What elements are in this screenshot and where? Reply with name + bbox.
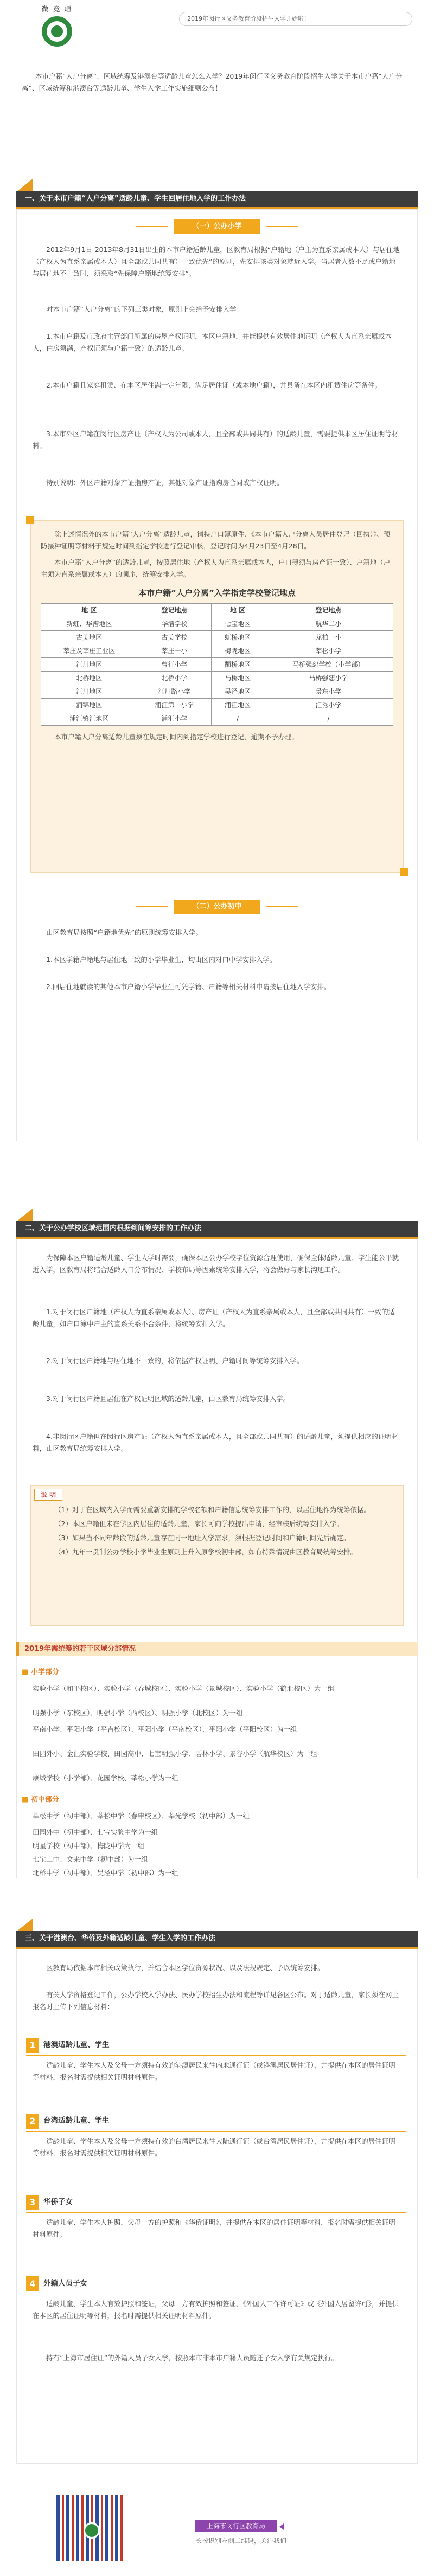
table-cell: 江川地区 bbox=[41, 685, 137, 698]
table-cell: / bbox=[212, 712, 264, 725]
number-badge: 2 bbox=[26, 2114, 39, 2129]
table-cell: 汇秀小学 bbox=[264, 698, 393, 712]
box-corner-decoration bbox=[26, 516, 34, 524]
s1-item-3: 3.本市外区户籍在闵行区房产证（产权人为公司或本人，且全部或共同共有）的适龄儿童，需要提供本区居住证明等材料。 bbox=[33, 430, 399, 450]
table-cell: 马桥地区 bbox=[212, 671, 264, 685]
category-desc: 适龄儿童、学生本人及父母一方须持有效的港澳居民来往内地通行证（或港澳居民居住证），并提供在本区的居住证明等材料，报名时需提供相关证明材料原件。 bbox=[33, 2061, 395, 2081]
section-2-title: 二、关于公办学校区域范围内根据到间筹安排的工作办法 bbox=[16, 1221, 418, 1237]
explanation-item: （3）如果当不同年龄段的适龄儿童存在同一地址入学需求，须根据登记时间和户籍时间先后确定。 bbox=[54, 1533, 350, 1542]
arrow-left-icon bbox=[279, 2523, 284, 2530]
table-cell: 梅陇地区 bbox=[212, 644, 264, 657]
registration-table bbox=[41, 603, 393, 726]
section-3-frame bbox=[16, 1949, 418, 2464]
header bbox=[0, 0, 434, 141]
table-row bbox=[41, 671, 393, 685]
section-2-banner bbox=[0, 1209, 434, 1241]
intro-paragraph: 本市户籍“人户分离”、区域统筹及港澳台等适龄儿童怎么入学？2019年闵行区义务教育阶段招生入学关于本市户籍“人户分离”、区域统筹和港澳台等适龄儿童、学生入学工作实施细则公布！ bbox=[22, 72, 403, 92]
region-group: 北桥中学（初中部）、吴泾中学（初中部）为一组 bbox=[33, 1869, 178, 1877]
explanation-item: （4）九年一贯制公办学校小学毕业生原则上升入原学校初中部，如有特殊情况由区教育局统筹安排。 bbox=[54, 1547, 357, 1556]
s2-item-2: 2.对于闵行区户籍地与居住地不一致的，将依据产权证明、户籍时间等统筹安排入学。 bbox=[46, 1357, 304, 1365]
table-cell: 龙柏一小 bbox=[264, 630, 393, 644]
table-body bbox=[41, 617, 393, 725]
category-title: 华侨子女 bbox=[43, 2198, 73, 2206]
s1-item-2: 2.本市户籍且家庭租赁、在本区居住满一定年限，满足居住证（或本地户籍），并具备在本区内租赁住房等条件。 bbox=[46, 381, 382, 389]
sub-title-primary: （一）公办小学 bbox=[174, 219, 260, 234]
table-row bbox=[41, 644, 393, 657]
category-desc: 持有“上海市居住证”的外籍人员子女入学，按照本市非本市户籍人员随迁子女入学有关规定执行。 bbox=[46, 2354, 338, 2362]
table-row bbox=[41, 685, 393, 698]
explanation-item: （2）本区户籍但未在学区内居住的适龄儿童，家长可向学校提出申请，经审核后统筹安排入学。 bbox=[54, 1519, 343, 1528]
table-row bbox=[41, 712, 393, 725]
region-group: 明星学校（初中部）、梅陇中学为一组 bbox=[33, 1842, 145, 1850]
category-desc: 适龄儿童、学生本人有效护照和签证，父母一方有效护照和签证、《外国人工作许可证》或《外国人居留许可》，并提供在本区的居住证明等材料，报名时需提供相关证明材料原件。 bbox=[33, 2300, 399, 2320]
box-paragraph-2: 本市户籍“人户分离”的适龄儿童，按照居住地（产权人为直系亲属或本人，户口簿须与房产证一致）、户籍地（户主须为直系亲属或本人）的顺序，统筹安排入学。 bbox=[41, 558, 391, 578]
box-corner-decoration bbox=[400, 868, 408, 876]
explanation-box bbox=[30, 1485, 404, 1626]
s1-paragraph-2: 对本市户籍“人户分离”的下列三类对象，原则上会给予安排入学： bbox=[46, 305, 243, 313]
region-group: 七宝二中、文来中学（初中部）为一组 bbox=[33, 1855, 148, 1863]
table-header: 登记地点 bbox=[264, 603, 393, 617]
table-cell: 莘庄及莘庄工业区 bbox=[41, 644, 137, 657]
table-cell: 古美学校 bbox=[137, 630, 212, 644]
category-title: 港澳适龄儿童、学生 bbox=[43, 2041, 110, 2049]
s3-paragraph-1: 区教育局依据本市相关政策执行，并结合本区学位资源状况、以及法规规定、予以统筹安排。 bbox=[46, 1964, 324, 1972]
table-cell: 浦江第一小学 bbox=[137, 698, 212, 712]
table-cell: 华漕学校 bbox=[137, 617, 212, 630]
s1-item-4: 1.本区学籍户籍地与居住地一致的小学毕业生，均由区内对口中学安排入学。 bbox=[46, 955, 277, 964]
table-cell: 颛桥地区 bbox=[212, 657, 264, 671]
table-cell: 马桥强恕小学 bbox=[264, 671, 393, 685]
table-cell: 七宝地区 bbox=[212, 617, 264, 630]
table-cell: 浦锦地区 bbox=[41, 698, 137, 712]
table-cell: 新虹、华漕地区 bbox=[41, 617, 137, 630]
section-1-banner bbox=[0, 179, 434, 211]
region-group: 实验小学（和平校区）、实验小学（春城校区）、实验小学（景城校区）、实验小学（鹤北校区）为一组 bbox=[33, 1684, 335, 1693]
table-cell: 景东小学 bbox=[264, 685, 393, 698]
region-group: 田园外小、金汇实验学校、田园高中、七宝明强小学、碧林小学、景谷小学（航华校区）为一组 bbox=[33, 1749, 318, 1758]
category-desc: 适龄儿童、学生本人及父母一方须持有效的台湾居民来往大陆通行证（或台湾居民居住证），并提供在本区的居住证明等材料，报名时需提供相关证明材料原件。 bbox=[33, 2137, 395, 2157]
logo-title: 微 竞 峘 bbox=[41, 5, 73, 14]
table-cell: 古美地区 bbox=[41, 630, 137, 644]
table-cell: 马桥强恕学校（小学部） bbox=[264, 657, 393, 671]
s2-item-1: 1.对于闵行区户籍地（产权人为直系亲属或本人）、房产证（产权人为直系亲属或本人，且全部或共同共有）一致的适龄儿童，如户口簿中户主的直系关系不合条件，将统筹安排入学。 bbox=[33, 1308, 395, 1328]
table-title: 本市户籍“人户分离”入学指定学校登记地点 bbox=[138, 587, 296, 598]
section-1-title: 一、关于本市户籍“人户分离”适龄儿童、学生回居住地入学的工作办法 bbox=[16, 191, 418, 207]
footer-subtitle: 长按识别左侧二维码，关注我们 bbox=[195, 2537, 287, 2545]
table-cell: 江川地区 bbox=[41, 657, 137, 671]
footer bbox=[0, 2488, 434, 2576]
table-cell: 北桥地区 bbox=[41, 671, 137, 685]
section-3-title: 三、关于港澳台、华侨及外籍适龄儿童、学生入学的工作办法 bbox=[16, 1931, 418, 1947]
region-group: 平南小学、平阳小学（平吉校区）、平阳小学（平南校区）、平阳小学（平阳校区）为一组 bbox=[33, 1725, 297, 1733]
primary-heading: ■ 小学部分 bbox=[22, 1667, 59, 1679]
region-strip: 2019年需统筹的若干区域分部情况 bbox=[16, 1642, 418, 1656]
table-header-row bbox=[41, 603, 393, 617]
sub-title-middle: （二）公办初中 bbox=[174, 900, 260, 914]
s2-paragraph-1: 为保障本区户籍适龄儿童、学生人学时需要，确保本区公办学校学位资源合理使用，确保全体适龄儿童、学生能公平就近入学，区教育局将结合适龄人口分布情况、学校布局等因素统筹安排入学，将会做好与家长沟通工作。 bbox=[33, 1254, 399, 1274]
table-cell: 虹桥地区 bbox=[212, 630, 264, 644]
table-row bbox=[41, 630, 393, 644]
table-cell: / bbox=[264, 712, 393, 725]
table-cell: 浦江镇汇地区 bbox=[41, 712, 137, 725]
divider bbox=[26, 2131, 406, 2132]
notice-bar: 2019年闵行区义务教育阶段招生入学开始啦！ bbox=[179, 12, 412, 26]
table-row bbox=[41, 657, 393, 671]
table-cell: 莘松小学 bbox=[264, 644, 393, 657]
region-group: 明强小学（东校区）、明强小学（西校区）、明强小学（北校区）为一组 bbox=[33, 1709, 243, 1717]
table-row bbox=[41, 698, 393, 712]
table-cell: 曹行小学 bbox=[137, 657, 212, 671]
region-group: 莘松中学（初中部）、莘松中学（春申校区）、莘光学校（初中部）为一组 bbox=[33, 1812, 250, 1820]
section-3-banner bbox=[0, 1919, 434, 1951]
explanation-tag: 说 明 bbox=[34, 1489, 62, 1501]
table-cell: 莘庄一小 bbox=[137, 644, 212, 657]
footer-tag: 上海市闵行区教育局 bbox=[195, 2520, 277, 2532]
table-cell: 北桥小学 bbox=[137, 671, 212, 685]
logo-emblem-icon bbox=[42, 16, 72, 47]
category-title: 外籍人员子女 bbox=[43, 2279, 87, 2288]
number-badge: 1 bbox=[26, 2038, 39, 2053]
s3-paragraph-2: 有关人学资格登记工作，公办学校入学办法、民办学校招生办法和流程等详见各区公布。对于适龄儿童，家长须在网上报名时上传下列信息材料： bbox=[33, 1991, 399, 2011]
qr-code-icon[interactable] bbox=[54, 2493, 125, 2564]
registration-box bbox=[30, 520, 404, 873]
number-badge: 3 bbox=[26, 2195, 39, 2210]
number-badge: 4 bbox=[26, 2276, 39, 2291]
table-row bbox=[41, 617, 393, 630]
s2-item-3: 3.对于闵行区户籍且居住在产权证明区域的适龄儿童，由区教育局统筹安排入学。 bbox=[46, 1394, 290, 1403]
logo bbox=[27, 5, 87, 54]
table-cell: 航华二小 bbox=[264, 617, 393, 630]
table-cell: 江川路小学 bbox=[137, 685, 212, 698]
category-title: 台湾适龄儿童、学生 bbox=[43, 2116, 110, 2125]
s2-item-4: 4.非闵行区户籍但在闵行区房产证（产权人为直系亲属或本人，且全部或共同共有）的适龄儿童，须提供相应的证明材料，由区教育局统筹安排入学。 bbox=[33, 1432, 399, 1452]
category-desc: 适龄儿童、学生本人护照，父母一方的护照和《华侨证明》，并提供在本区的居住证明等材料，报名时需提供相关证明材料原件。 bbox=[33, 2218, 395, 2238]
s1-note: 特别说明：外区户籍对象产证指房产证，其他对象产证指购房合同或产权证明。 bbox=[46, 479, 284, 487]
table-cell: 吴泾地区 bbox=[212, 685, 264, 698]
s1-item-1: 1.本市户籍及市政府主管部门所属的房屋产权证明，本区户籍地，并能提供有效居住地证明（产权人为直系亲属或本人，住房须满，产权证须与户籍一致）的适龄儿童。 bbox=[33, 332, 392, 352]
explanation-item: （1）对于在区域内入学而需要重新安排的学校名额和户籍信息统筹安排工作的，以居住地作为统筹依据。 bbox=[54, 1506, 371, 1514]
box-paragraph-1: 除上述情况外的本市户籍“人户分离”适龄儿童，请持户口簿原件、《本市户籍人户分离人员居住登记（回执）》、预防接种证明等材料于规定时间到指定学校进行登记审核，登记时间为4月23日至4月28日。 bbox=[41, 530, 391, 550]
box-paragraph-3: 本市户籍人户分离适龄儿童须在规定时间内到指定学校进行登记，逾期不予办理。 bbox=[54, 732, 299, 741]
divider bbox=[26, 2212, 406, 2213]
region-group: 田园外中（初中部）、七宝实验中学为一组 bbox=[33, 1828, 158, 1836]
s1-paragraph-1: 2012年9月1日-2013年8月31日出生的本市户籍适龄儿童，区教育局根据“户籍地（户主为直系亲属或本人）与居住地（产权人为直系亲属或本人）且全部或共同共有）一致优先”的原则，先安排该类对象就近入学。当居者人数不足或户籍地与居住地不一致时，须采取“先保障户籍地统筹安排”。 bbox=[33, 246, 400, 277]
table-header: 登记地点 bbox=[137, 603, 212, 617]
table-cell: 浦汇小学 bbox=[137, 712, 212, 725]
region-group: 康城学校（小学部）、花园学校、莘松小学为一组 bbox=[33, 1774, 178, 1782]
table-header: 地 区 bbox=[212, 603, 264, 617]
middle-heading: ■ 初中部分 bbox=[22, 1794, 59, 1806]
s1-paragraph-3: 由区教育局按照“户籍地优先”的原则统筹安排入学。 bbox=[46, 928, 202, 937]
s1-item-5: 2.回居住地就读的其他本市户籍小学毕业生可凭学籍、户籍等相关材料申请按居住地入学安排。 bbox=[46, 983, 331, 991]
divider bbox=[26, 2055, 406, 2056]
table-header: 地 区 bbox=[41, 603, 137, 617]
table-cell: 浦江地区 bbox=[212, 698, 264, 712]
